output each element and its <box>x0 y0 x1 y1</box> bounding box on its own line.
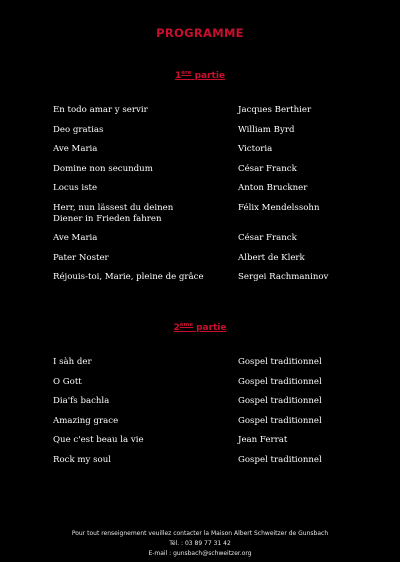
list-item <box>53 105 373 116</box>
list-item <box>53 416 373 427</box>
composer-name: Albert de Klerk <box>238 252 305 263</box>
footer-email[interactable]: E-mail : gunsbach@schweitzer.org <box>148 550 252 557</box>
list-item <box>53 435 373 446</box>
contact-footer <box>0 529 400 559</box>
piece-title: Ave Maria <box>53 233 98 243</box>
piece-title: En todo amar y servir <box>53 105 148 115</box>
list-item <box>53 144 373 155</box>
composer-name: William Byrd <box>238 124 295 135</box>
composer-name: Gospel traditionnel <box>238 357 322 367</box>
part-2-list <box>53 357 373 466</box>
footer-phone: Tél. : 03 89 77 31 42 <box>169 540 231 547</box>
footer-contact-line: Pour tout renseignement veuillez contacter la Maison Albert Schweitzer de Gunsbach <box>71 530 329 537</box>
part-2-heading <box>0 322 400 333</box>
composer-name: Victoria <box>238 144 273 154</box>
part-2-word: partie <box>196 323 227 333</box>
list-item <box>53 455 373 466</box>
piece-title: Réjouis-toi, Marie, pleine de grâce <box>53 272 204 282</box>
part-1-heading <box>0 70 400 81</box>
piece-title: I sàh der <box>53 357 92 367</box>
list-item <box>53 272 373 283</box>
piece-title: Rock my soul <box>53 454 111 465</box>
piece-title: Ave Maria <box>53 144 98 154</box>
composer-name: Jacques Berthier <box>238 105 312 115</box>
piece-title: Pater Noster <box>53 252 109 263</box>
piece-title: Que c'est beau la vie <box>53 435 144 445</box>
composer-name: Sergei Rachmaninov <box>238 272 329 282</box>
list-item <box>53 377 373 388</box>
composer-name: Gospel traditionnel <box>238 415 322 426</box>
list-item <box>53 183 373 194</box>
composer-name: Gospel traditionnel <box>238 396 322 406</box>
list-item <box>53 396 373 407</box>
piece-title: Deo gratias <box>53 124 104 135</box>
list-item <box>53 233 373 244</box>
piece-title-line-1: Herr, nun lässest du deinen <box>53 202 174 213</box>
composer-name: Gospel traditionnel <box>238 454 322 465</box>
composer-name: César Franck <box>238 163 297 174</box>
piece-title: Dia'fs bachla <box>53 396 110 406</box>
piece-title <box>53 203 238 225</box>
composer-name: Félix Mendelssohn <box>238 202 320 213</box>
part-1-number: 1 <box>174 71 182 81</box>
piece-title: Locus iste <box>53 183 98 193</box>
page-title: PROGRAMME <box>156 26 244 40</box>
part-2-ordinal: ème <box>179 322 193 328</box>
part-1-word: partie <box>194 71 226 81</box>
list-item <box>53 164 373 175</box>
composer-name: Gospel traditionnel <box>238 376 322 387</box>
list-item <box>53 357 373 368</box>
composer-name: César Franck <box>238 233 297 243</box>
part-1-ordinal: ère <box>181 70 192 76</box>
list-item <box>53 203 373 225</box>
piece-title: Amazing grace <box>53 415 119 426</box>
piece-title-line-2: Diener in Frieden fahren <box>53 213 162 224</box>
piece-title: Domine non secundum <box>53 163 153 174</box>
part-1-list <box>53 105 373 283</box>
part-2-number: 2 <box>173 323 180 333</box>
list-item <box>53 253 373 264</box>
piece-title: O Gott <box>53 376 82 387</box>
composer-name: Jean Ferrat <box>238 435 288 445</box>
composer-name: Anton Bruckner <box>238 183 308 193</box>
list-item <box>53 125 373 136</box>
